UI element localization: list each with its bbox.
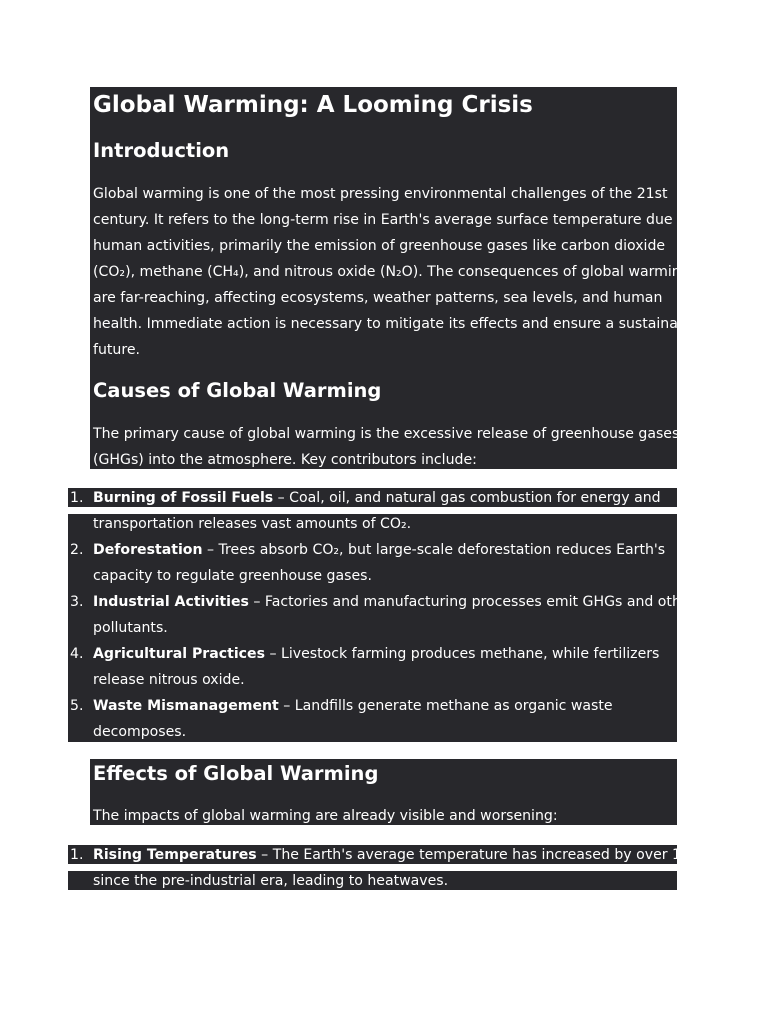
list-number: 5. [70,698,84,714]
effects-heading: Effects of Global Warming [93,762,379,785]
list-number: 3. [70,594,84,610]
list-item-term: Burning of Fossil Fuels [93,490,274,506]
intro-line-2: century. It refers to the long-term rise in Earth's average surface temperature due to [93,212,692,228]
list-item-cont: capacity to regulate greenhouse gases. [93,568,372,584]
causes-line-2: (GHGs) into the atmosphere. Key contributors include: [93,452,477,468]
list-item [93,693,673,719]
effects-line-1: The impacts of global warming are already visible and worsening: [93,808,558,824]
intro-line-3: human activities, primarily the emission of greenhouse gases like carbon dioxide [93,238,666,254]
list-item [93,641,673,667]
list-item-desc: – Factories and manufacturing processes emit GHGs and other [248,594,696,610]
list-item [93,537,673,563]
list-item-cont: pollutants. [93,620,168,636]
intro-line-5: are far-reaching, affecting ecosystems, weather patterns, sea levels, and human [93,290,663,306]
list-item-cont: decomposes. [93,724,187,740]
list-item [93,589,696,615]
list-item-term: Agricultural Practices [93,646,265,662]
intro-heading: Introduction [93,139,230,162]
list-number: 1. [70,847,84,863]
intro-line-6: health. Immediate action is necessary to mitigate its effects and ensure a sustainable [93,316,700,332]
list-item-term: Waste Mismanagement [93,698,279,714]
intro-line-7: future. [93,342,140,358]
causes-heading: Causes of Global Warming [93,379,382,402]
list-item-cont: release nitrous oxide. [93,672,245,688]
list-item-desc: – Coal, oil, and natural gas combustion for energy and [273,490,661,506]
list-number: 2. [70,542,84,558]
list-item-desc: – The Earth's average temperature has increased by over 1°C [256,847,698,863]
list-item [93,485,673,511]
page-title: Global Warming: A Looming Crisis [93,92,533,118]
intro-line-4: (CO₂), methane (CH₄), and nitrous oxide (N₂O). The consequences of global warming [93,264,690,280]
list-item-term: Deforestation [93,542,203,558]
list-number: 4. [70,646,84,662]
list-item-desc: – Livestock farming produces methane, while fertilizers [264,646,660,662]
list-item-desc: – Trees absorb CO₂, but large-scale deforestation reduces Earth's [202,542,666,558]
list-item-cont: since the pre-industrial era, leading to heatwaves. [93,873,449,889]
list-item-term: Rising Temperatures [93,847,257,863]
intro-line-1: Global warming is one of the most pressing environmental challenges of the 21st [93,186,668,202]
list-item-term: Industrial Activities [93,594,249,610]
list-item-desc: – Landfills generate methane as organic waste [278,698,613,714]
list-item [93,842,698,868]
causes-line-1: The primary cause of global warming is the excessive release of greenhouse gases [93,426,680,442]
list-item-cont: transportation releases vast amounts of CO₂. [93,516,412,532]
list-number: 1. [70,490,84,506]
